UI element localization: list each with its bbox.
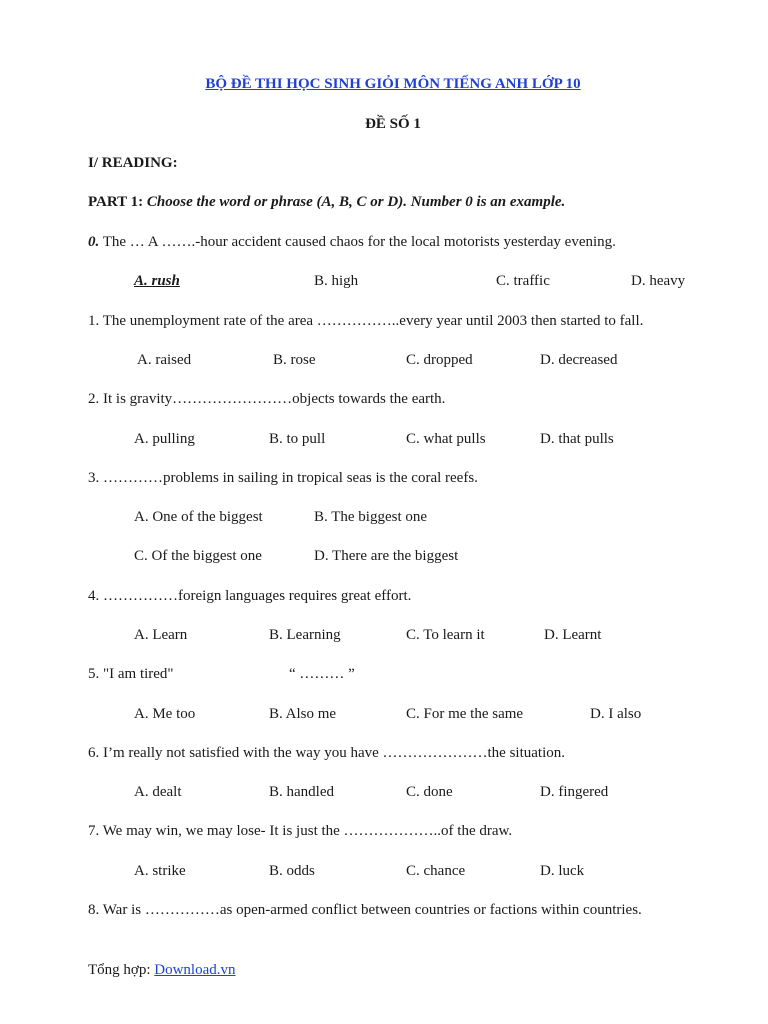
question-stem: 1. The unemployment rate of the area ……………..every year until 2003 then started to fall.: [88, 313, 644, 329]
question-option: B. odds: [269, 863, 315, 879]
question-option: C. done: [406, 784, 453, 800]
question-option: A. Learn: [134, 627, 188, 643]
footer-label: Tổng hợp:: [88, 962, 155, 978]
question-option: D. I also: [590, 706, 642, 722]
question-reply: “ ……… ”: [289, 666, 355, 682]
question-stem: 5. "I am tired": [88, 666, 174, 682]
question-option: C. chance: [406, 863, 466, 879]
question-option: B. rose: [273, 352, 316, 368]
example-question: [88, 233, 616, 251]
question-stem: 8. War is ……………as open-armed conflict between countries or factions within countries.: [88, 902, 642, 918]
example-option-c: C. traffic: [496, 273, 550, 289]
question-option: A. raised: [137, 352, 192, 368]
example-stem: The … A …….-hour accident caused chaos for the local motorists yesterday evening.: [99, 234, 616, 250]
question-option: B. to pull: [269, 431, 326, 447]
download-link[interactable]: Download.vn: [154, 962, 236, 978]
example-option-b: B. high: [314, 273, 359, 289]
question-option: C. dropped: [406, 352, 473, 368]
question-option: C. Of the biggest one: [134, 548, 262, 564]
question-option: A. dealt: [134, 784, 182, 800]
question-stem: 7. We may win, we may lose- It is just the ………………..of the draw.: [88, 823, 513, 839]
question-option: A. One of the biggest: [134, 509, 263, 525]
question-option: D. that pulls: [540, 431, 614, 447]
question-option: D. luck: [540, 863, 585, 879]
document-title: BỘ ĐỀ THI HỌC SINH GIỎI MÔN TIẾNG ANH LỚP 10: [205, 76, 581, 92]
question-option: D. fingered: [540, 784, 609, 800]
question-option: A. Me too: [134, 706, 196, 722]
question-option: D. Learnt: [544, 627, 602, 643]
question-option: B. handled: [269, 784, 334, 800]
question-option: D. There are the biggest: [314, 548, 459, 564]
question-stem: 2. It is gravity……………………objects towards the earth.: [88, 391, 446, 407]
part-label: PART 1:: [88, 194, 144, 210]
question-option: B. Also me: [269, 706, 337, 722]
question-stem: 6. I’m really not satisfied with the way you have …………………the situation.: [88, 745, 565, 761]
question-option: C. To learn it: [406, 627, 485, 643]
example-option-d: D. heavy: [631, 273, 686, 289]
question-option: D. decreased: [540, 352, 618, 368]
question-option: B. Learning: [269, 627, 341, 643]
question-option: A. pulling: [134, 431, 195, 447]
example-option-a: A. rush: [134, 273, 180, 289]
question-option: C. what pulls: [406, 431, 486, 447]
question-option: B. The biggest one: [314, 509, 428, 525]
part-instruction: [88, 193, 565, 211]
part-instruction-text: Choose the word or phrase (A, B, C or D). Number 0 is an example.: [146, 194, 566, 210]
question-stem: 3. …………problems in sailing in tropical seas is the coral reefs.: [88, 470, 478, 486]
footer-source: [88, 961, 236, 979]
section-heading: I/ READING:: [88, 155, 178, 171]
question-stem: 4. ……………foreign languages requires great effort.: [88, 588, 412, 604]
question-option: A. strike: [134, 863, 186, 879]
question-option: C. For me the same: [406, 706, 524, 722]
exam-number: ĐỀ SỐ 1: [365, 116, 421, 132]
example-number: 0.: [88, 234, 100, 250]
